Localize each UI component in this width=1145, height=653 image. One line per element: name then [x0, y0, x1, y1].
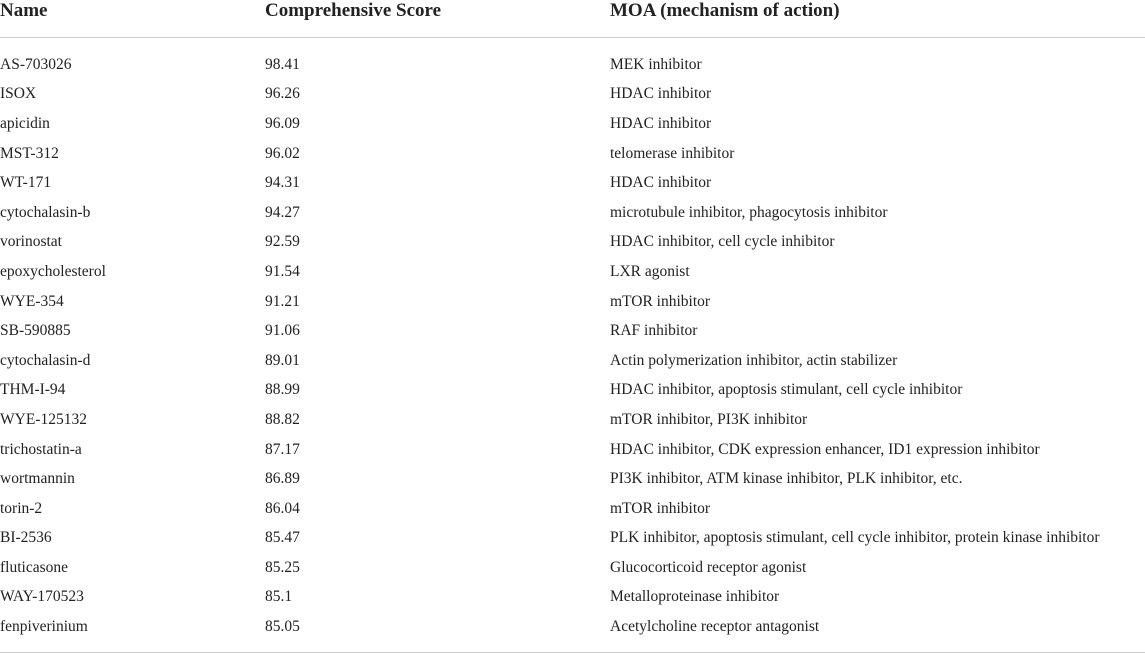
table-row — [0, 405, 1145, 435]
cell-moa: HDAC inhibitor, cell cycle inhibitor — [610, 233, 835, 251]
cell-name: AS-703026 — [0, 55, 72, 73]
cell-name: fenpiverinium — [0, 618, 88, 636]
cell-name: WYE-125132 — [0, 410, 87, 428]
cell-score: 98.41 — [265, 55, 300, 73]
cell-name: ISOX — [0, 85, 37, 103]
cell-score: 85.05 — [265, 618, 300, 636]
table-row — [0, 168, 1145, 198]
cell-score: 92.59 — [265, 233, 300, 251]
cell-name: MST-312 — [0, 144, 59, 162]
cell-moa: telomerase inhibitor — [610, 144, 735, 162]
cell-moa: HDAC inhibitor — [610, 114, 712, 132]
cell-moa: HDAC inhibitor — [610, 85, 712, 103]
table-row — [0, 80, 1145, 110]
header-name: Name — [0, 0, 265, 38]
cell-name: BI-2536 — [0, 529, 52, 547]
cell-moa: Metalloproteinase inhibitor — [610, 588, 780, 606]
cell-moa: Acetylcholine receptor antagonist — [610, 618, 820, 636]
table-row — [0, 553, 1145, 583]
table-row — [0, 435, 1145, 465]
table-header-row — [0, 0, 1145, 38]
table-row — [0, 494, 1145, 524]
cell-name: vorinostat — [0, 233, 62, 251]
table-row — [0, 346, 1145, 376]
cell-moa: HDAC inhibitor, CDK expression enhancer, ID1 expression inhibitor — [610, 440, 1040, 458]
cell-moa: RAF inhibitor — [610, 322, 698, 340]
cell-score: 85.1 — [265, 588, 293, 606]
cell-score: 91.21 — [265, 292, 300, 310]
table-row — [0, 228, 1145, 258]
cell-name: apicidin — [0, 114, 50, 132]
cell-name: WAY-170523 — [0, 588, 84, 606]
table-row — [0, 464, 1145, 494]
cell-moa: HDAC inhibitor — [610, 174, 712, 192]
cell-moa: PLK inhibitor, apoptosis stimulant, cell cycle inhibitor, protein kinase inhibitor — [610, 529, 1100, 547]
table-row — [0, 139, 1145, 169]
table-row — [0, 376, 1145, 406]
table-row — [0, 50, 1145, 80]
cell-score: 96.02 — [265, 144, 300, 162]
cell-moa: mTOR inhibitor, PI3K inhibitor — [610, 410, 808, 428]
cell-moa: PI3K inhibitor, ATM kinase inhibitor, PLK inhibitor, etc. — [610, 470, 963, 488]
cell-score: 91.06 — [265, 322, 300, 340]
cell-score: 87.17 — [265, 440, 300, 458]
cell-name: WYE-354 — [0, 292, 64, 310]
cell-moa: Glucocorticoid receptor agonist — [610, 558, 807, 576]
cell-name: THM-I-94 — [0, 381, 66, 399]
cell-name: wortmannin — [0, 470, 75, 488]
cell-score: 89.01 — [265, 351, 300, 369]
cell-name: fluticasone — [0, 558, 69, 576]
cell-score: 96.26 — [265, 85, 300, 103]
cell-score: 88.99 — [265, 381, 300, 399]
cell-score: 94.27 — [265, 203, 300, 221]
cell-score: 91.54 — [265, 262, 300, 280]
cell-name: cytochalasin-b — [0, 203, 91, 221]
cell-name: trichostatin-a — [0, 440, 82, 458]
cell-name: torin-2 — [0, 499, 43, 517]
cell-score: 86.04 — [265, 499, 300, 517]
cell-name: WT-171 — [0, 174, 52, 192]
table-row — [0, 583, 1145, 613]
table-row — [0, 198, 1145, 228]
table-body — [0, 38, 1145, 653]
cell-moa: microtubule inhibitor, phagocytosis inhibitor — [610, 203, 888, 221]
cell-score: 94.31 — [265, 174, 300, 192]
table-row — [0, 524, 1145, 554]
cell-score: 85.25 — [265, 558, 300, 576]
cell-score: 85.47 — [265, 529, 300, 547]
table-row — [0, 109, 1145, 139]
cell-moa: LXR agonist — [610, 262, 690, 280]
cell-moa: HDAC inhibitor, apoptosis stimulant, cell cycle inhibitor — [610, 381, 963, 399]
cell-score: 88.82 — [265, 410, 300, 428]
cell-name: epoxycholesterol — [0, 262, 106, 280]
table-row — [0, 316, 1145, 346]
table-row — [0, 612, 1145, 642]
cell-moa: mTOR inhibitor — [610, 292, 711, 310]
cell-score: 86.89 — [265, 470, 300, 488]
cell-score: 96.09 — [265, 114, 300, 132]
table-row — [0, 257, 1145, 287]
table-row — [0, 287, 1145, 317]
cell-name: SB-590885 — [0, 322, 71, 340]
cell-moa: MEK inhibitor — [610, 55, 702, 73]
cell-moa: Actin polymerization inhibitor, actin stabilizer — [610, 351, 898, 369]
cell-moa: mTOR inhibitor — [610, 499, 711, 517]
header-moa: MOA (mechanism of action) — [610, 0, 1145, 38]
cell-name: cytochalasin-d — [0, 351, 91, 369]
header-comprehensive-score: Comprehensive Score — [265, 0, 610, 38]
